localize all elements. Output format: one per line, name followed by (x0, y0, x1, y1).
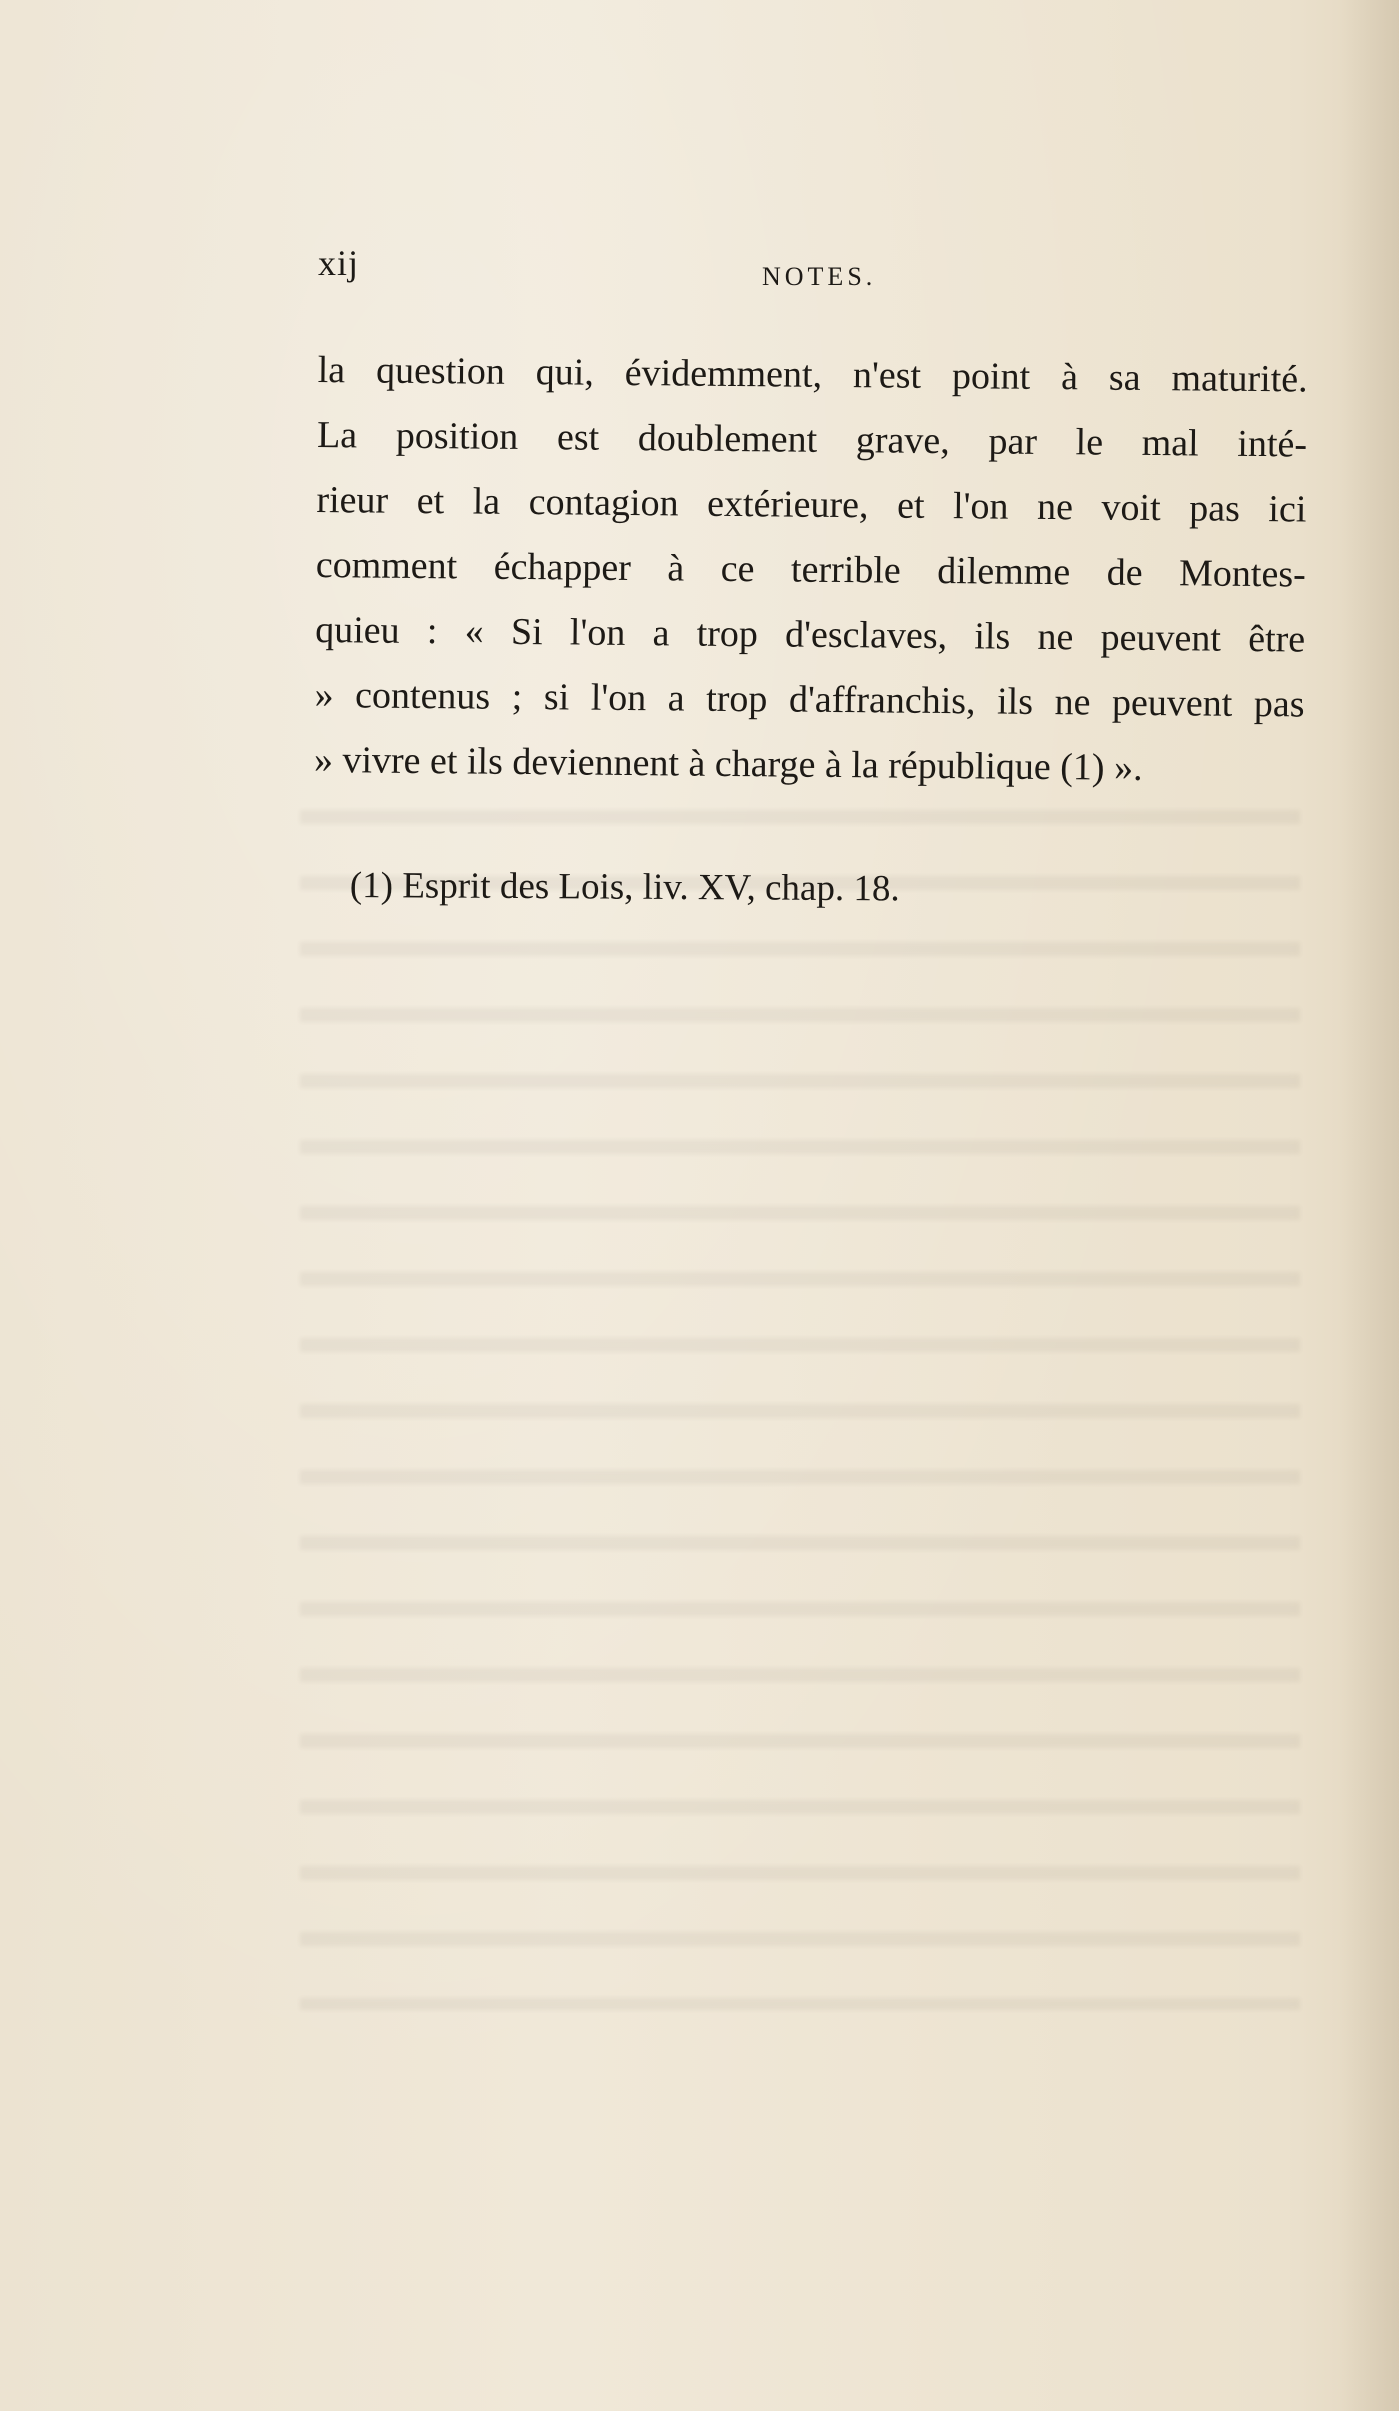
body-paragraph (314, 338, 1308, 802)
page-number: xij (318, 243, 360, 283)
show-through-text (300, 810, 1300, 2010)
text-line: rieur et la contagion extérieure, et l'on ne voit pas ici (316, 478, 1307, 531)
text-line: La position est doublement grave, par le mal inté- (316, 413, 1308, 466)
page-edge-shadow (1339, 0, 1399, 2411)
text-line: quieu : « Si l'on a trop d'esclaves, ils ne peuvent être (314, 608, 1306, 661)
text-line: » vivre et ils deviennent à charge à la république (1) ». (313, 738, 1143, 789)
running-head: NOTES. (762, 262, 877, 291)
footnote: (1) Esprit des Lois, liv. XV, chap. 18. (349, 865, 900, 910)
text-line: » contenus ; si l'on a trop d'affranchis, ils ne peuvent pas (314, 673, 1305, 726)
text-line: la question qui, évidemment, n'est point à sa maturité. (317, 348, 1308, 401)
text-line: comment échapper à ce terrible dilemme de Montes- (315, 543, 1306, 596)
